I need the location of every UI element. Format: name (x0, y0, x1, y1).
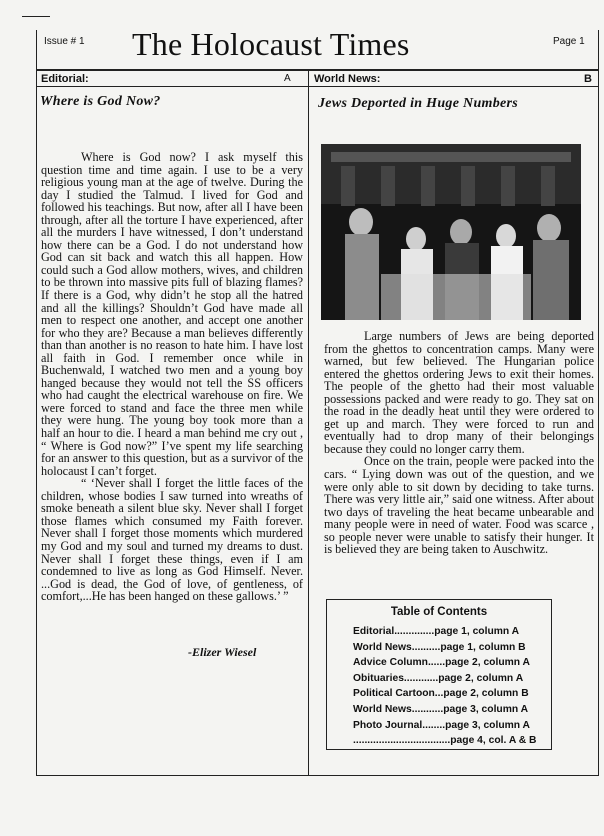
toc-row: Photo Journal........page 3, column A (353, 719, 530, 731)
deportation-photo-image (321, 144, 581, 320)
worldnews-body (324, 330, 594, 556)
editorial-paragraph-1: Where is God now? I ask myself this question time and time again. I use to be a very religious young man at the age of twelve. During the day I studied the Talmud. I lived for God and followed his teachings. But now, after all I have been through, after all the torture I have experienced, after all the murders I have witnessed, I don’t understand how there can be a God. I do not understand how God can sit back and watch this all happen. How could such a God allow mothers, wives, and children to be thrown into massive pits full of blazing flames? If there is a God, why didn’t he stop all the hatred and all the killings? Shouldn’t God have made all men to respect one another, and accept one another for who they are? Because a man believes differently than than another is no reason to hate him. I have lost all faith in God. I remember once while in Buchenwald, I watched two men and a young boy hanged because they would not tell the SS officers who had caught the electrical warehouse on fire. We were forced to stand and face the three men while they were hung. The young boy took more than a half an hour to die. I heard a man behind me cry out , “ Where is God now?” I’ve spent my life searching for an answer to this question, but as a survivor of the holocaust I can’t forget. (41, 150, 303, 478)
worldnews-section-label: World News: (314, 73, 381, 85)
toc-row: World News..........page 1, column B (353, 641, 526, 653)
editorial-body (41, 151, 303, 603)
toc-row: ..................................page 4, col. A & B (353, 735, 537, 747)
issue-number: Issue # 1 (44, 36, 85, 47)
worldnews-headline: Jews Deported in Huge Numbers (318, 96, 519, 111)
masthead-rule (36, 69, 599, 71)
worldnews-header-rule (309, 86, 598, 87)
table-of-contents (326, 599, 552, 750)
worldnews-paragraph-2: Once on the train, people were packed into the cars. “ Lying down was out of the question, and we were only able to sit down by deciding to take turns. There was very little air,” said one witness. After about two days of traveling the heat became unbearable and many people were in need of water. Food was scarce , so people never were unable to satisfy their hunger. It is believed they are being taken to Auschwitz. (324, 454, 594, 557)
worldnews-paragraph-1: Large numbers of Jews are being deported from the ghettos to concentration camps. Many were warned, but few believed. The Hungarian police entered the ghettos ordering Jews to exit their homes. The people of the ghetto had their most valuable possessions packed and were ready to go. They sat on the road in the deadly heat until they were ordered to get up and march. They were forced to run and eventually had to drop many of their belongings because they could no longer carry them. (324, 329, 594, 456)
column-divider (308, 69, 309, 776)
right-border (598, 30, 599, 776)
newspaper-title: The Holocaust Times (132, 26, 410, 62)
top-fold-mark (22, 16, 50, 17)
left-border (36, 30, 37, 776)
toc-row: World News...........page 3, column A (353, 703, 529, 715)
bottom-rule (36, 775, 599, 776)
editorial-paragraph-2: “ ‘Never shall I forget the little faces of the children, whose bodies I saw turned into wreaths of smoke beneath a silent blue sky. Never shall I forget those flames which consumed my Faith forever. Never shall I forget those moments which murdered my God and my soul and turned my dreams to dust. Never shall I forget these things, even if I am condemned to live as long as God Himself. Never. ...God is dead, the God of love, of gentleness, of comfort,...He has been hanged on these gallows.’ ” (41, 476, 303, 604)
toc-row: Advice Column......page 2, column A (353, 657, 530, 669)
editorial-section-label: Editorial: (41, 73, 89, 85)
toc-row: Obituaries............page 2, column A (353, 672, 524, 684)
toc-row: Political Cartoon...page 2, column B (353, 688, 529, 700)
editorial-header-rule (36, 86, 308, 87)
editorial-signature: -Elizer Wiesel (188, 645, 257, 659)
page-number: Page 1 (553, 36, 585, 47)
editorial-column-letter: A (284, 73, 291, 84)
editorial-headline: Where is God Now? (40, 94, 161, 109)
deportation-photo (321, 144, 581, 320)
toc-row: Editorial..............page 1, column A (353, 626, 520, 637)
worldnews-column-letter: B (584, 73, 592, 85)
toc-title: Table of Contents (390, 606, 488, 618)
